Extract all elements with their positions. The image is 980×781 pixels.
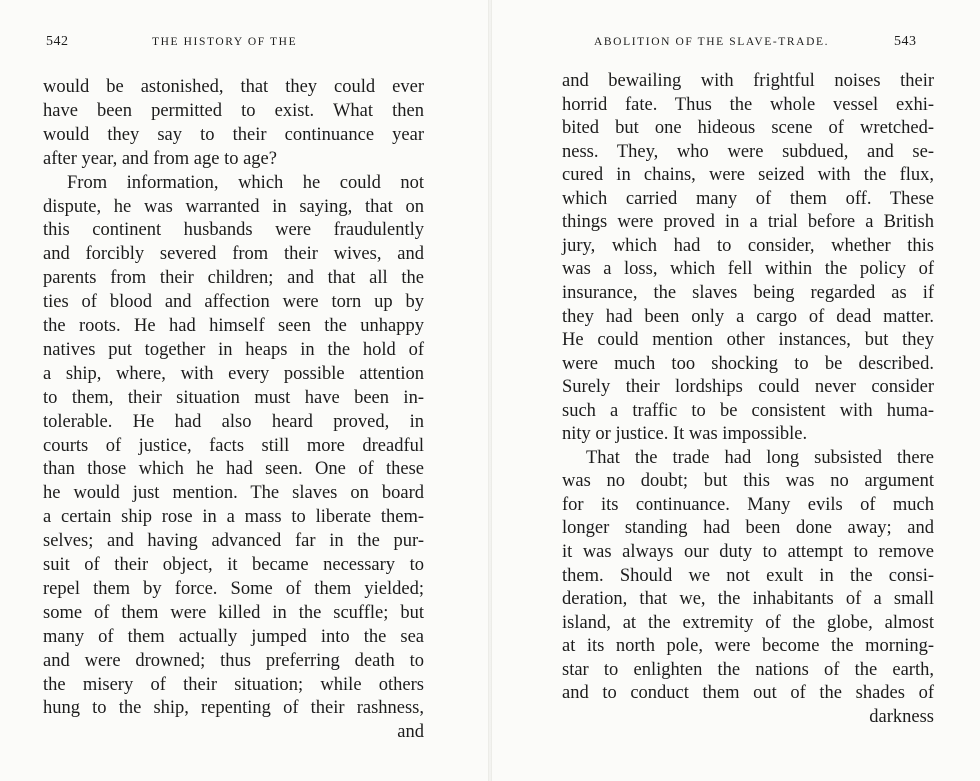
text-line: than those which he had seen. One of these bbox=[43, 459, 424, 480]
text-line: He could mention other instances, but they bbox=[562, 330, 934, 351]
text-line: insurance, the slaves being regarded as if bbox=[562, 282, 934, 303]
text-line: horrid fate. Thus the whole vessel exhi- bbox=[562, 94, 934, 115]
text-line: they had been only a cargo of dead matter. bbox=[562, 306, 934, 327]
text-line: and were drowned; thus preferring death to bbox=[43, 650, 424, 671]
text-line: and forcibly severed from their wives, and bbox=[43, 244, 424, 265]
text-line: was no doubt; but this was no argument bbox=[562, 471, 934, 492]
text-line: parents from their children; and that all the bbox=[43, 268, 424, 289]
running-head: ABOLITION OF THE SLAVE-TRADE. bbox=[594, 36, 830, 48]
text-line: a certain ship rose in a mass to liberate them- bbox=[43, 507, 424, 528]
text-line: bited but one hideous scene of wretched- bbox=[562, 118, 934, 139]
text-line: suit of their object, it became necessary to bbox=[43, 555, 424, 575]
text-line: dispute, he was warranted in saying, that on bbox=[43, 196, 424, 217]
text-line: From information, which he could not bbox=[67, 172, 424, 193]
text-line: and bewailing with frightful noises their bbox=[562, 71, 934, 91]
text-line: for its continuance. Many evils of much bbox=[562, 494, 934, 515]
text-line: many of them actually jumped into the sea bbox=[43, 626, 424, 647]
text-line: such a traffic to be consistent with huma- bbox=[562, 400, 934, 421]
text-line: island, at the extremity of the globe, almost bbox=[562, 612, 934, 633]
text-line: That the trade had long subsisted there bbox=[586, 447, 934, 468]
text-line: the roots. He had himself seen the unhappy bbox=[43, 316, 424, 336]
text-line: would be astonished, that they could ever bbox=[43, 77, 424, 97]
text-line: hung to the ship, repenting of their rashness, bbox=[43, 698, 424, 719]
text-line: have been permitted to exist. What then bbox=[43, 100, 424, 121]
text-line: this continent husbands were fraudulently bbox=[43, 220, 424, 241]
text-line: were much too shocking to be described. bbox=[562, 353, 934, 374]
text-line: longer standing had been done away; and bbox=[562, 518, 934, 539]
text-line: darkness bbox=[869, 706, 934, 727]
text-line: star to enlighten the nations of the earth, bbox=[562, 659, 934, 680]
text-line: repel them by force. Some of them yielded; bbox=[43, 578, 424, 599]
text-line: deration, that we, the inhabitants of a small bbox=[562, 589, 934, 610]
text-line: cured in chains, were seized with the flux, bbox=[562, 165, 934, 186]
text-line: nity or justice. It was impossible. bbox=[562, 424, 808, 445]
text-line: jury, which had to consider, whether this bbox=[562, 235, 934, 256]
text-line: courts of justice, facts still more dreadful bbox=[43, 435, 424, 456]
text-line: at its north pole, were become the morning- bbox=[562, 636, 934, 657]
right-page-header bbox=[490, 36, 980, 56]
text-line: things were proved in a trial before a British bbox=[562, 212, 934, 233]
running-head: THE HISTORY OF THE bbox=[152, 36, 298, 48]
text-line: a ship, where, with every possible attention bbox=[43, 363, 424, 384]
text-line: natives put together in heaps in the hold of bbox=[43, 339, 424, 360]
text-line: the misery of their situation; while others bbox=[43, 674, 424, 695]
text-line: and to conduct them out of the shades of bbox=[562, 683, 934, 704]
text-line: after year, and from age to age? bbox=[43, 148, 277, 169]
text-line: Surely their lordships could never consider bbox=[562, 377, 934, 398]
text-line: them. Should we not exult in the consi- bbox=[562, 565, 934, 586]
left-page-header bbox=[0, 36, 490, 56]
text-line: tolerable. He had also heard proved, in bbox=[43, 411, 424, 432]
text-line: he would just mention. The slaves on board bbox=[43, 483, 424, 504]
text-line: ness. They, who were subdued, and se- bbox=[562, 141, 934, 162]
text-line: which carried many of them off. These bbox=[562, 188, 934, 209]
page-number: 542 bbox=[46, 34, 69, 49]
text-line: to them, their situation must have been in- bbox=[43, 387, 424, 408]
text-line: it was always our duty to attempt to remove bbox=[562, 542, 934, 562]
page-number: 543 bbox=[894, 34, 917, 49]
text-line: and bbox=[397, 722, 424, 743]
right-page bbox=[490, 0, 980, 781]
text-line: selves; and having advanced far in the pur- bbox=[43, 531, 424, 552]
text-line: ties of blood and affection were torn up by bbox=[43, 292, 424, 313]
text-line: was a loss, which fell within the policy of bbox=[562, 259, 934, 280]
text-line: would they say to their continuance year bbox=[43, 124, 424, 145]
text-line: some of them were killed in the scuffle; but bbox=[43, 602, 424, 623]
